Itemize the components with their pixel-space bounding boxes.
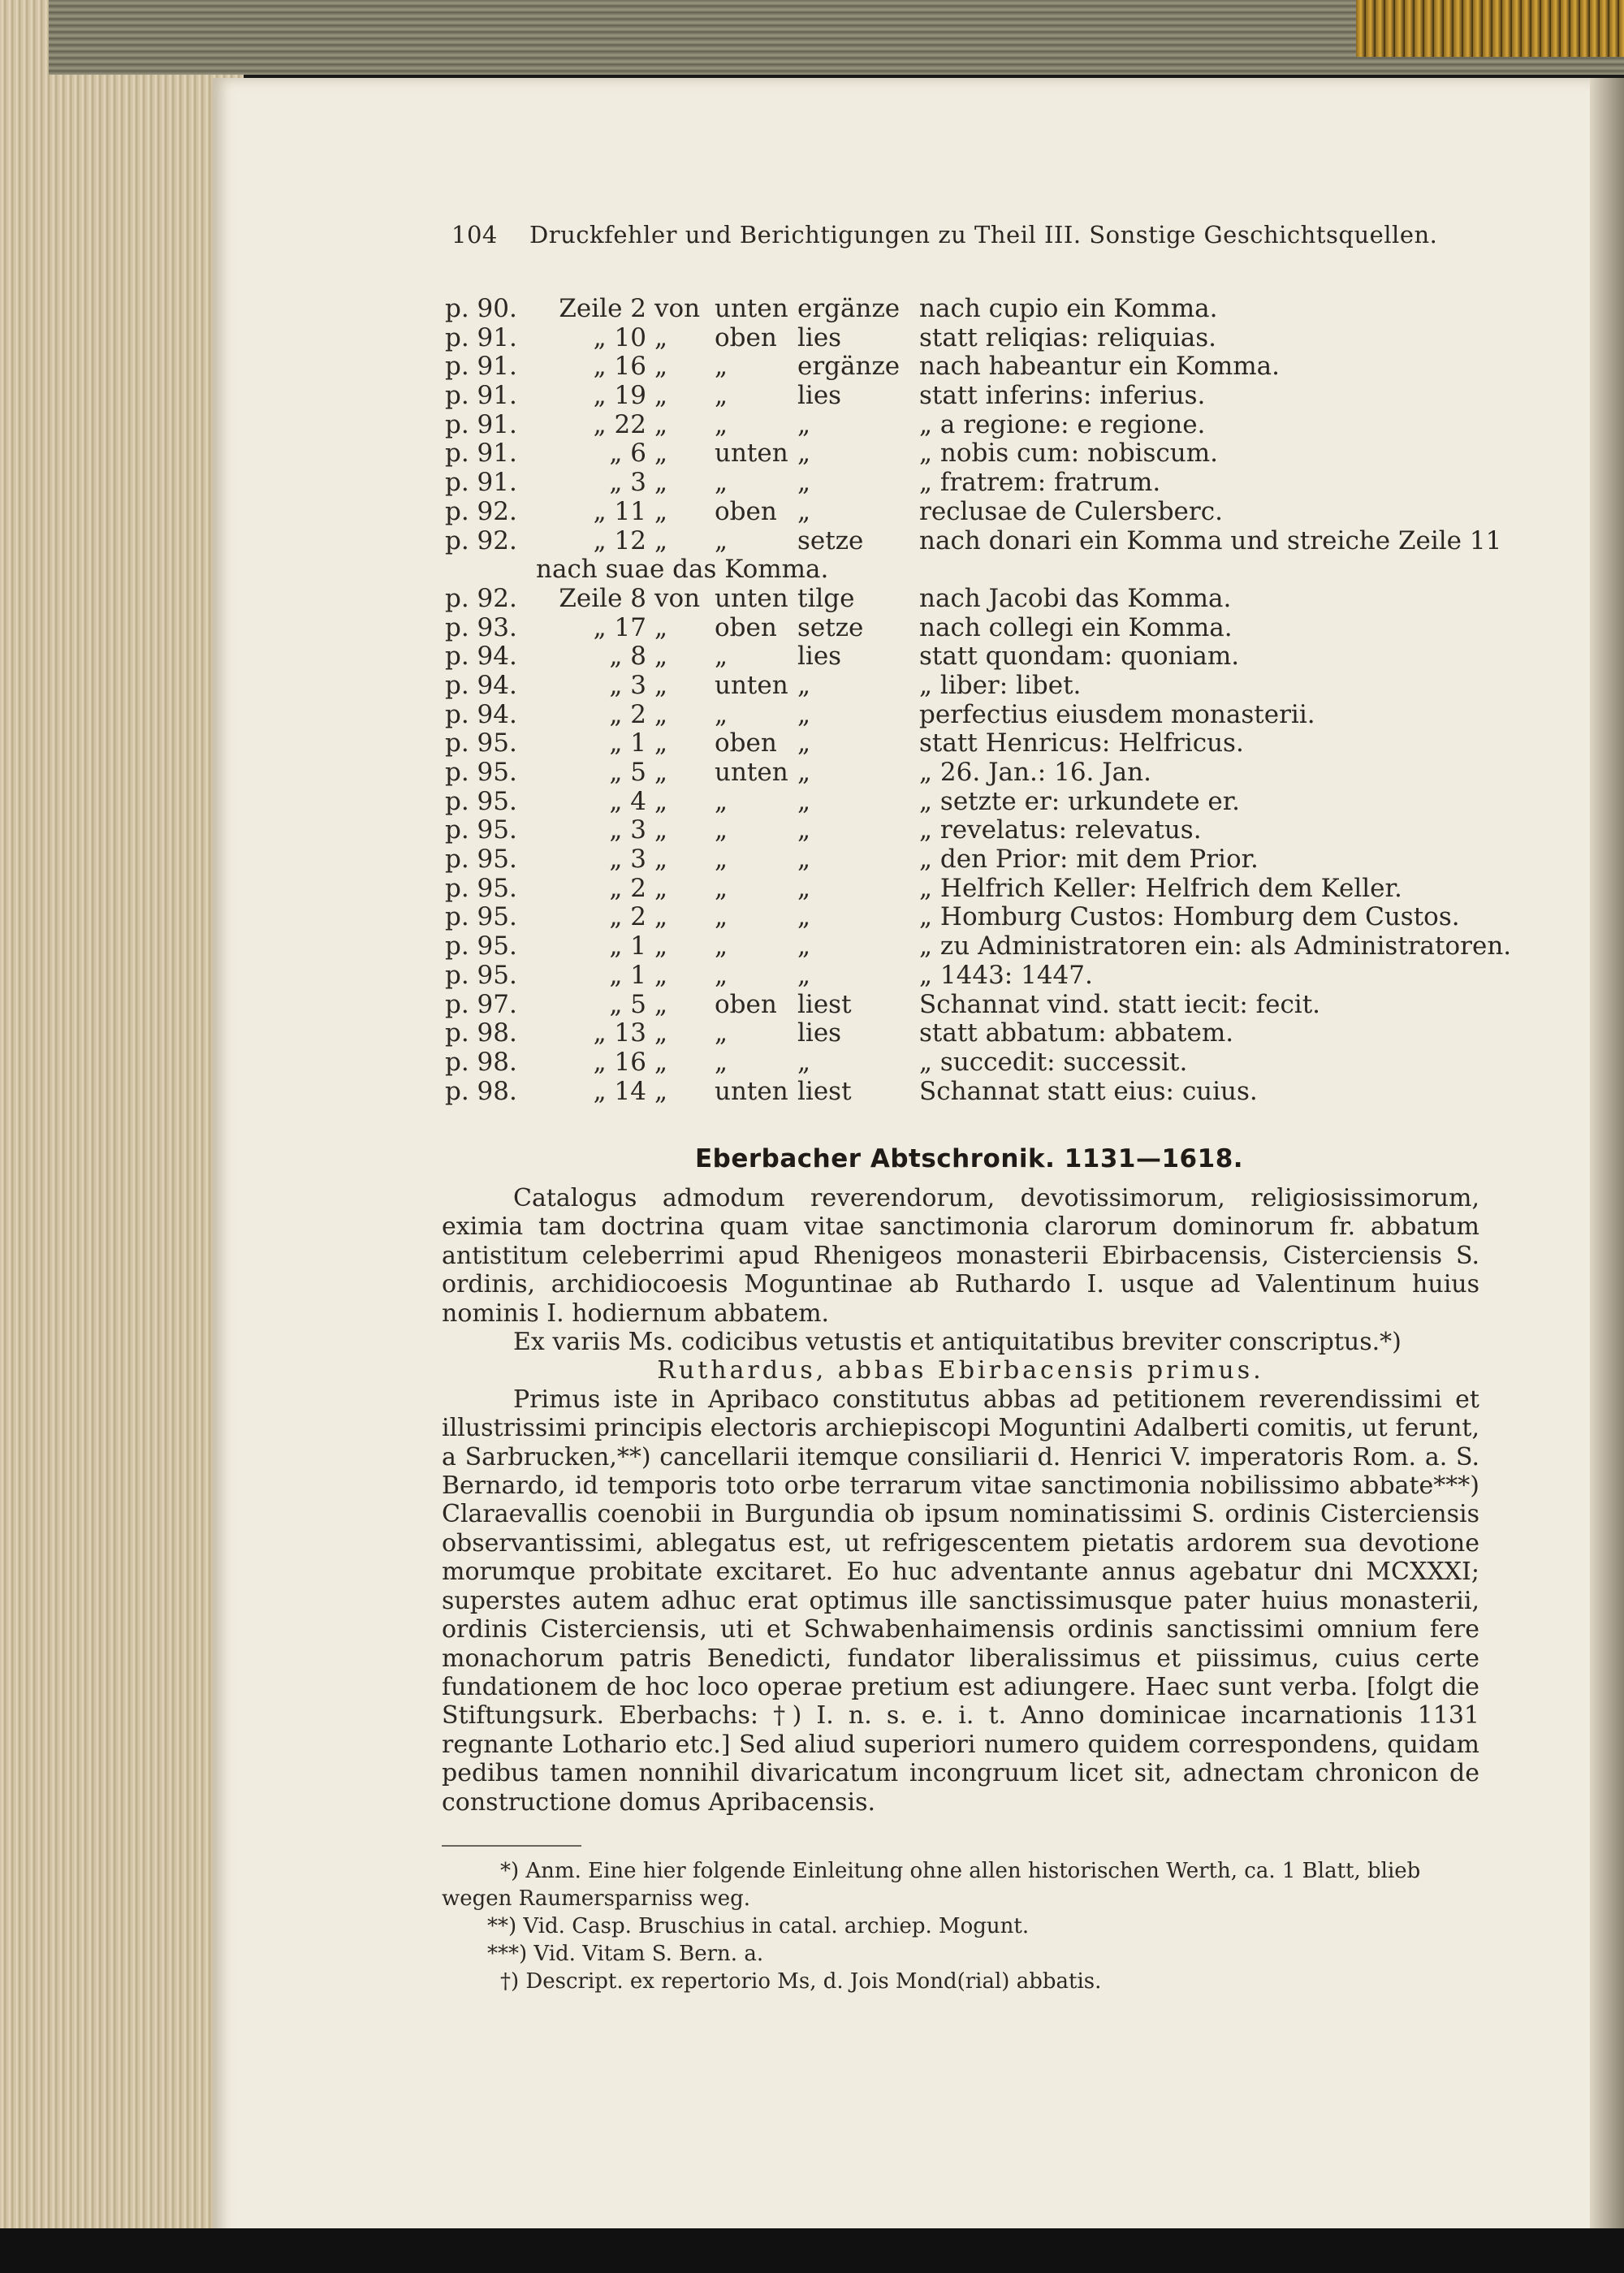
line-ref: „ 3 <box>609 468 646 498</box>
von: „ <box>654 381 668 411</box>
line-ref: „ 1 <box>609 931 646 961</box>
page-ref: p. 95. <box>445 728 517 758</box>
direction: oben <box>715 612 777 642</box>
line-ref: Zeile 2 <box>559 294 646 323</box>
von: „ <box>654 525 668 555</box>
direction: „ <box>715 786 728 816</box>
line-ref: „ 11 <box>593 496 646 526</box>
page-number: 104 <box>451 221 498 248</box>
line-ref: „ 2 <box>609 699 646 729</box>
correction-row <box>445 671 1501 700</box>
direction: oben <box>715 322 777 352</box>
intro-paragraph: Catalogus admodum reverendorum, devotissimorum, religiosissimorum, eximia tam doctrina quam vitae sanctimonia clarorum dominorum fr. abbatum antistitum celeberrimi apud Rhenigeos monasterii Ebirbacensis, Cisterciensis S. ordinis, archidiocoesis Moguntinae ab Ruthardo I. usque ad Valentinum huius nominis I. hodiernum abbatem. <box>442 1184 1479 1328</box>
action: „ <box>797 902 811 932</box>
correction-row <box>445 468 1501 497</box>
page-ref: p. 91. <box>445 352 517 382</box>
correction-text: „ 1443: 1447. <box>919 960 1093 990</box>
line-ref: „ 8 <box>609 642 646 672</box>
correction-text: nach cupio ein Komma. <box>919 294 1218 323</box>
direction: „ <box>715 352 728 382</box>
page-ref: p. 94. <box>445 670 517 700</box>
von: „ <box>654 496 668 526</box>
von: „ <box>654 699 668 729</box>
correction-text: nach collegi ein Komma. <box>919 612 1233 642</box>
direction: „ <box>715 468 728 498</box>
von: „ <box>654 786 668 816</box>
direction: „ <box>715 1018 728 1048</box>
running-title: Druckfehler und Berichtigungen zu Theil III. Sonstige Geschichtsquellen. <box>529 221 1438 248</box>
page-ref: p. 94. <box>445 642 517 672</box>
chronicle-text <box>442 1184 1479 1817</box>
page-ref: p. 95. <box>445 845 517 875</box>
action: „ <box>797 496 811 526</box>
footnote: *) Anm. Eine hier folgende Einleitung ohne allen historischen Werth, ca. 1 Blatt, blieb wegen Raumersparniss weg. <box>442 1859 1421 1911</box>
footnote: †) Descript. ex repertorio Ms, d. Jois Mond(rial) abbatis. <box>500 1969 1102 1994</box>
line-ref: „ 3 <box>609 845 646 875</box>
von: „ <box>654 815 668 845</box>
footnote-rule <box>442 1845 581 1847</box>
page-curl-shadow <box>1590 78 1624 2254</box>
correction-text: nach habeantur ein Komma. <box>919 352 1281 382</box>
line-ref: „ 5 <box>609 989 646 1019</box>
correction-text: Schannat statt eius: cuius. <box>919 1076 1258 1106</box>
von: „ <box>654 409 668 439</box>
line-ref: „ 19 <box>593 381 646 411</box>
page-ref: p. 95. <box>445 960 517 990</box>
line-ref: „ 2 <box>609 902 646 932</box>
action: liest <box>797 1076 852 1106</box>
action: „ <box>797 728 811 758</box>
page-ref: p. 95. <box>445 902 517 932</box>
correction-row <box>445 642 1501 671</box>
action: „ <box>797 1047 811 1077</box>
von: „ <box>654 902 668 932</box>
line-ref: Zeile 8 <box>559 583 646 613</box>
scan-background <box>0 2228 1624 2273</box>
action: lies <box>797 381 842 411</box>
correction-row <box>445 728 1501 758</box>
line-ref: „ 2 <box>609 873 646 903</box>
line-ref: „ 14 <box>593 1076 646 1106</box>
section-heading: Eberbacher Abtschronik. 1131—1618. <box>695 1144 1244 1173</box>
von: „ <box>654 873 668 903</box>
correction-text: statt quondam: quoniam. <box>919 642 1240 672</box>
correction-text: „ liber: libet. <box>919 670 1082 700</box>
line-ref: „ 16 <box>593 1047 646 1077</box>
correction-row <box>445 1018 1501 1048</box>
direction: oben <box>715 989 777 1019</box>
von: „ <box>654 352 668 382</box>
page-ref: p. 92. <box>445 496 517 526</box>
direction: oben <box>715 496 777 526</box>
correction-text: „ fratrem: fratrum. <box>919 468 1161 498</box>
body-paragraph: Primus iste in Apribaco constitutus abbas ad petitionem reverendissimi et illustrissimi principis electoris archiepiscopi Moguntini Adalberti comitis, ut ferunt, a Sarbrucken,**) cancellarii itemque consiliarii d. Henrici V. imperatoris Rom. a. S. Bernardo, id temporis toto orbe terrarum vitae sanctimonia nobilissimo abbate***) Claraevallis coenobii in Burgundia ob ipsum nominatissimi S. ordinis Cisterciensis observantissimi, ablegatus est, ut refrigescentem pietatis ardorem sua devotione morumque probitate excitaret. Eo huc adventante annus agebatur dni MCXXXI; superstes autem adhuc erat optimus ille sanctissimusque pater huius monasterii, ordinis Cisterciensis, uti et Schwabenhaimensis ordinis sanctissimi omnium fere monachorum patris Benedicti, fundator liberalissimus et piissimus, cuius certe fundationem de hoc loco operae pretium est adiungere. Haec sunt verba. [folgt die Stiftungsurk. Eberbachs: †) I. n. s. e. i. t. Anno dominicae incarnationis 1131 regnante Lothario etc.] Sed aliud superiori numero quidem correspondens, quidam pedibus tamen nonnihil divaricatum incongruum licet sit, adnectam chronicon de constructione domus Apribacensis. <box>442 1385 1479 1817</box>
page-ref: p. 95. <box>445 815 517 845</box>
book-gilt-corner <box>1356 0 1624 57</box>
line-ref: „ 17 <box>593 612 646 642</box>
action: „ <box>797 468 811 498</box>
action: „ <box>797 699 811 729</box>
page-ref: p. 98. <box>445 1018 517 1048</box>
von: „ <box>654 931 668 961</box>
action: „ <box>797 439 811 469</box>
von: „ <box>654 468 668 498</box>
von: „ <box>654 439 668 469</box>
direction: oben <box>715 728 777 758</box>
direction: „ <box>715 525 728 555</box>
direction: „ <box>715 902 728 932</box>
direction: „ <box>715 873 728 903</box>
correction-row <box>445 439 1501 468</box>
direction: „ <box>715 960 728 990</box>
correction-text: statt abbatum: abbatem. <box>919 1018 1234 1048</box>
von: „ <box>654 1018 668 1048</box>
page-ref: p. 90. <box>445 294 517 323</box>
direction: unten <box>715 439 788 469</box>
correction-row <box>445 584 1501 613</box>
line-ref: „ 4 <box>609 786 646 816</box>
correction-row <box>445 1077 1501 1106</box>
footnotes <box>442 1857 1489 1995</box>
correction-text: reclusae de Culersberc. <box>919 496 1223 526</box>
correction-text: nach donari ein Komma und streiche Zeile 11 <box>919 525 1502 555</box>
correction-row <box>445 700 1501 729</box>
von: von <box>654 583 701 613</box>
action: ergänze <box>797 352 901 382</box>
correction-text: „ Helfrich Keller: Helfrich dem Keller. <box>919 873 1402 903</box>
correction-row <box>445 352 1501 381</box>
action: „ <box>797 931 811 961</box>
correction-row <box>445 526 1501 555</box>
book-page-edges <box>0 0 244 2273</box>
page-ref: p. 92. <box>445 525 517 555</box>
correction-row <box>445 845 1501 874</box>
correction-row <box>445 990 1501 1019</box>
action: „ <box>797 670 811 700</box>
action: liest <box>797 989 852 1019</box>
action: „ <box>797 409 811 439</box>
page-ref: p. 98. <box>445 1047 517 1077</box>
von: „ <box>654 670 668 700</box>
correction-row <box>445 381 1501 410</box>
von: „ <box>654 642 668 672</box>
action: lies <box>797 642 842 672</box>
von: von <box>654 294 701 323</box>
line-ref: „ 5 <box>609 758 646 787</box>
page-ref: p. 95. <box>445 758 517 787</box>
correction-text: „ succedit: successit. <box>919 1047 1188 1077</box>
direction: „ <box>715 699 728 729</box>
direction: „ <box>715 931 728 961</box>
correction-text: „ zu Administratoren ein: als Administratoren. <box>919 931 1512 961</box>
line-ref: „ 16 <box>593 352 646 382</box>
line-ref: „ 1 <box>609 728 646 758</box>
direction: „ <box>715 845 728 875</box>
page-ref: p. 91. <box>445 468 517 498</box>
action: ergänze <box>797 294 901 323</box>
line-ref: „ 6 <box>609 439 646 469</box>
correction-row <box>445 323 1501 352</box>
sources-line: Ex variis Ms. codicibus vetustis et antiquitatibus breviter conscriptus.*) <box>513 1328 1402 1357</box>
direction: unten <box>715 758 788 787</box>
direction: unten <box>715 294 788 323</box>
direction: unten <box>715 670 788 700</box>
von: „ <box>654 1076 668 1106</box>
correction-text: „ 26. Jan.: 16. Jan. <box>919 758 1151 787</box>
action: setze <box>797 612 864 642</box>
direction: „ <box>715 409 728 439</box>
action: „ <box>797 960 811 990</box>
correction-text: statt reliqias: reliquias. <box>919 322 1217 352</box>
abbot-heading: Ruthardus, abbas Ebirbacensis primus. <box>657 1356 1264 1385</box>
correction-row <box>445 931 1512 961</box>
correction-continuation: nach suae das Komma. <box>536 555 829 585</box>
correction-text: „ den Prior: mit dem Prior. <box>919 845 1259 875</box>
correction-row <box>445 613 1501 642</box>
von: „ <box>654 612 668 642</box>
correction-text: statt Henricus: Helfricus. <box>919 728 1244 758</box>
page-ref: p. 93. <box>445 612 517 642</box>
page-ref: p. 91. <box>445 381 517 411</box>
correction-text: Schannat vind. statt iecit: fecit. <box>919 989 1321 1019</box>
correction-text: perfectius eiusdem monasterii. <box>919 699 1315 729</box>
direction: unten <box>715 583 788 613</box>
correction-text: nach Jacobi das Komma. <box>919 583 1232 613</box>
line-ref: „ 3 <box>609 670 646 700</box>
page-ref: p. 98. <box>445 1076 517 1106</box>
direction: „ <box>715 381 728 411</box>
correction-row <box>445 294 1501 323</box>
page-ref: p. 95. <box>445 931 517 961</box>
page-ref: p. 95. <box>445 786 517 816</box>
footnote: **) Vid. Casp. Bruschius in catal. archiep. Mogunt. <box>487 1914 1030 1938</box>
correction-row <box>445 410 1501 439</box>
action: „ <box>797 786 811 816</box>
action: „ <box>797 845 811 875</box>
correction-text: „ setzte er: urkundete er. <box>919 786 1241 816</box>
action: tilge <box>797 583 855 613</box>
correction-row <box>445 758 1501 787</box>
von: „ <box>654 728 668 758</box>
correction-text: „ nobis cum: nobiscum. <box>919 439 1218 469</box>
line-ref: „ 13 <box>593 1018 646 1048</box>
action: lies <box>797 322 842 352</box>
page-ref: p. 92. <box>445 583 517 613</box>
von: „ <box>654 989 668 1019</box>
von: „ <box>654 758 668 787</box>
page-ref: p. 94. <box>445 699 517 729</box>
von: „ <box>654 845 668 875</box>
correction-text: „ a regione: e regione. <box>919 409 1206 439</box>
line-ref: „ 22 <box>593 409 646 439</box>
page-ref: p. 97. <box>445 989 517 1019</box>
running-header <box>451 221 1437 248</box>
von: „ <box>654 1047 668 1077</box>
action: setze <box>797 525 864 555</box>
page-ref: p. 91. <box>445 322 517 352</box>
correction-row <box>445 1048 1501 1077</box>
direction: „ <box>715 1047 728 1077</box>
von: „ <box>654 960 668 990</box>
correction-row <box>445 961 1501 990</box>
line-ref: „ 10 <box>593 322 646 352</box>
page-ref: p. 91. <box>445 439 517 469</box>
direction: „ <box>715 815 728 845</box>
action: „ <box>797 873 811 903</box>
line-ref: „ 12 <box>593 525 646 555</box>
line-ref: „ 3 <box>609 815 646 845</box>
corrections-list <box>445 294 1512 1106</box>
line-ref: „ 1 <box>609 960 646 990</box>
page-ref: p. 95. <box>445 873 517 903</box>
action: lies <box>797 1018 842 1048</box>
action: „ <box>797 758 811 787</box>
correction-text: „ revelatus: relevatus. <box>919 815 1202 845</box>
direction: „ <box>715 642 728 672</box>
correction-text: statt inferins: inferius. <box>919 381 1206 411</box>
correction-row <box>445 874 1501 903</box>
von: „ <box>654 322 668 352</box>
correction-text: „ Homburg Custos: Homburg dem Custos. <box>919 902 1460 932</box>
correction-row <box>445 815 1501 845</box>
action: „ <box>797 815 811 845</box>
direction: unten <box>715 1076 788 1106</box>
page-ref: p. 91. <box>445 409 517 439</box>
correction-row <box>445 497 1501 526</box>
correction-row <box>445 902 1501 931</box>
correction-row <box>445 787 1501 816</box>
footnote: ***) Vid. Vitam S. Bern. a. <box>487 1942 764 1966</box>
